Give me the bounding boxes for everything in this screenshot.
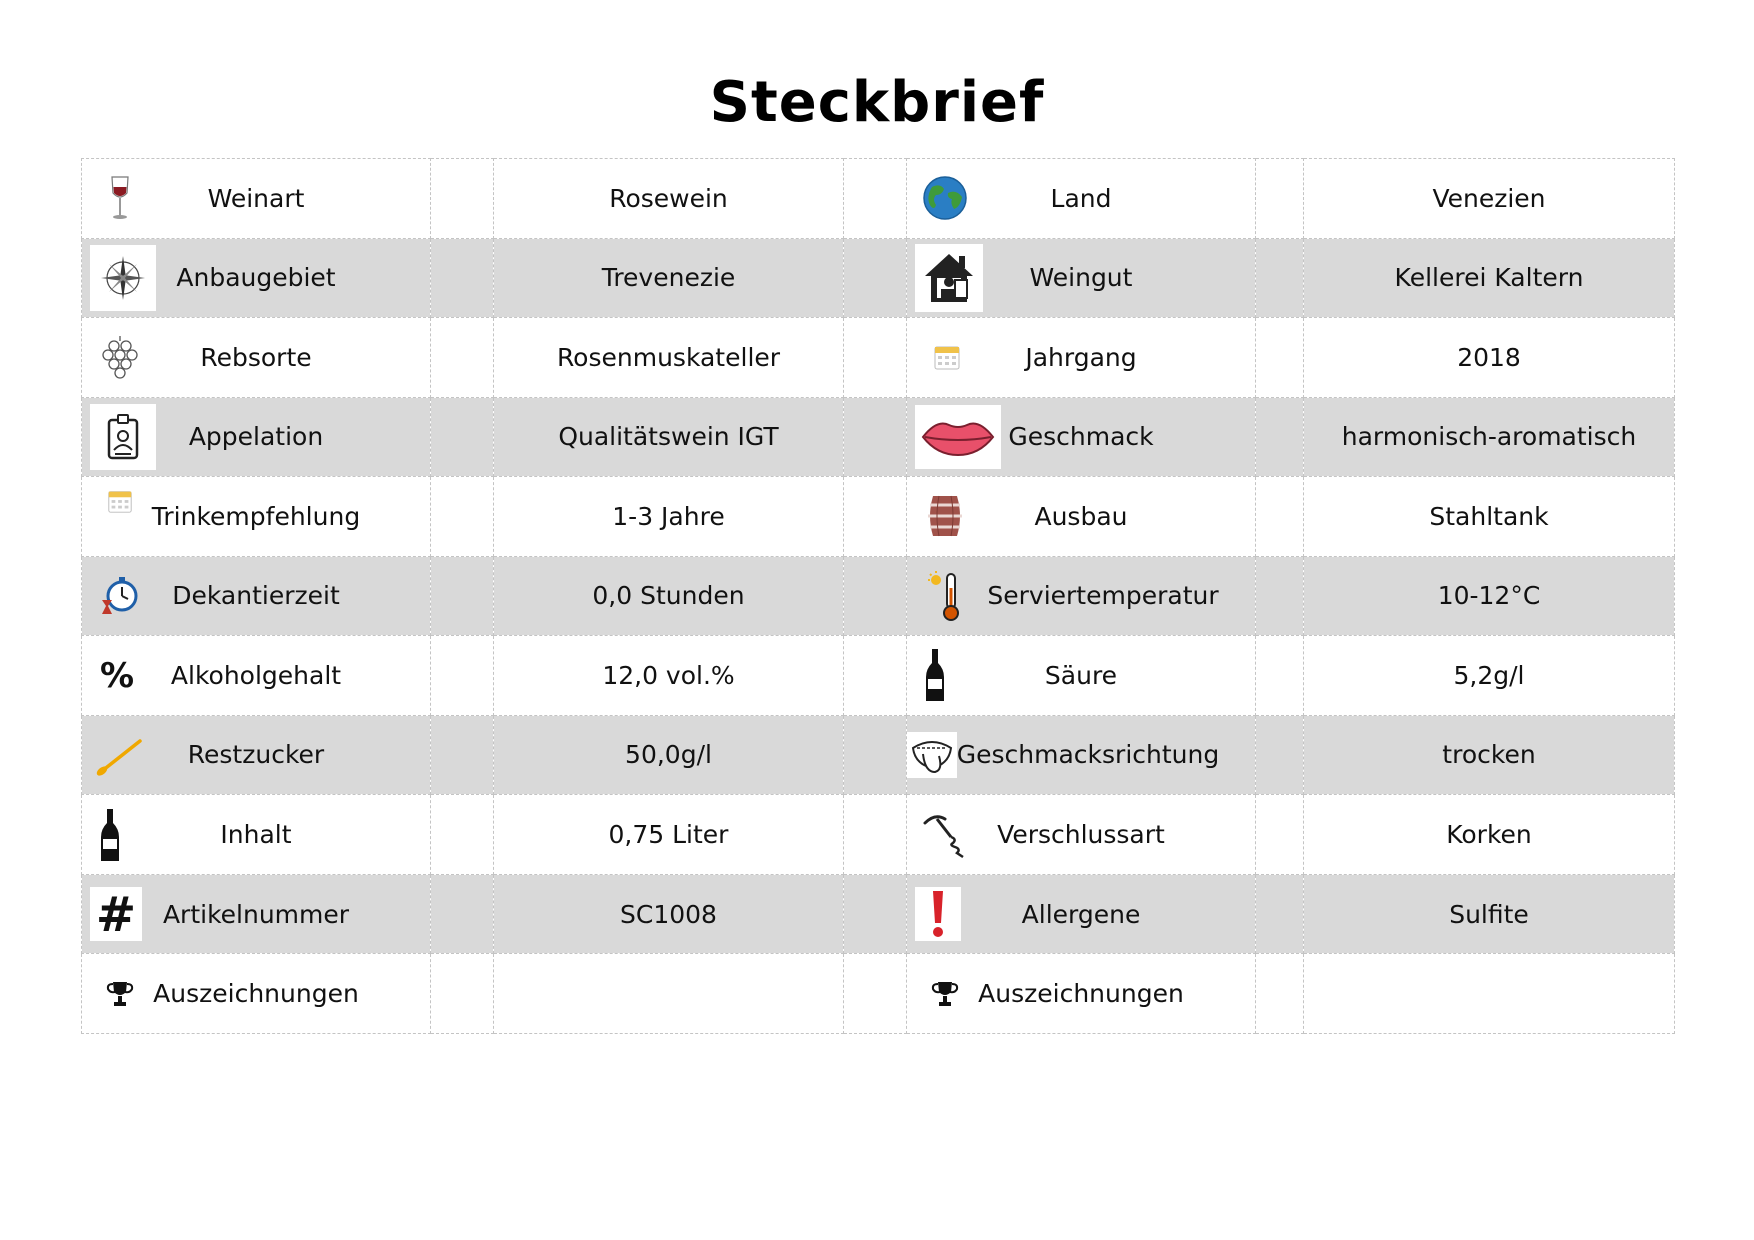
table-row bbox=[82, 795, 1675, 875]
value-cell: 1-3 Jahre bbox=[494, 477, 844, 557]
svg-text:#: # bbox=[95, 891, 137, 938]
table-row bbox=[82, 397, 1675, 477]
value-cell: Sulfite bbox=[1304, 874, 1675, 954]
label-cell: Restzucker bbox=[82, 715, 431, 795]
value-cell: 0,0 Stunden bbox=[494, 556, 844, 636]
bottle-icon bbox=[915, 645, 955, 705]
spec-table bbox=[81, 158, 1675, 1034]
lips-icon bbox=[915, 405, 1001, 469]
table-row bbox=[82, 477, 1675, 557]
value-cell: Rosewein bbox=[494, 159, 844, 239]
table-row bbox=[82, 715, 1675, 795]
svg-text:%: % bbox=[99, 656, 135, 696]
table-row bbox=[82, 556, 1675, 636]
label-cell: Serviertemperatur bbox=[907, 556, 1256, 636]
label-cell: Säure bbox=[907, 636, 1256, 716]
label-cell: Land bbox=[907, 159, 1256, 239]
globe-icon bbox=[915, 168, 975, 228]
label-cell: Ausbau bbox=[907, 477, 1256, 557]
table-row bbox=[82, 159, 1675, 239]
tongue-icon bbox=[907, 732, 957, 778]
value-cell: 50,0g/l bbox=[494, 715, 844, 795]
value-cell: SC1008 bbox=[494, 874, 844, 954]
value-cell bbox=[494, 954, 844, 1034]
thermometer-icon bbox=[915, 566, 975, 626]
label-cell: Allergene bbox=[907, 874, 1256, 954]
table-row bbox=[82, 954, 1675, 1034]
value-cell: trocken bbox=[1304, 715, 1675, 795]
value-cell: 0,75 Liter bbox=[494, 795, 844, 875]
calendar-icon bbox=[917, 327, 977, 387]
label-cell: # Artikelnummer bbox=[82, 874, 431, 954]
label-cell: Rebsorte bbox=[82, 318, 431, 398]
label-cell: Auszeichnungen bbox=[82, 954, 431, 1034]
spoon-icon bbox=[90, 725, 150, 785]
label-cell: Dekantierzeit bbox=[82, 556, 431, 636]
table-row bbox=[82, 874, 1675, 954]
percent-icon bbox=[90, 648, 144, 702]
value-cell: Kellerei Kaltern bbox=[1304, 238, 1675, 318]
label-cell: Auszeichnungen bbox=[907, 954, 1256, 1034]
label-cell: Weingut bbox=[907, 238, 1256, 318]
value-cell: 2018 bbox=[1304, 318, 1675, 398]
house-icon bbox=[915, 244, 983, 312]
exclamation-icon bbox=[915, 887, 961, 941]
label-cell: Inhalt bbox=[82, 795, 431, 875]
bottle-icon bbox=[90, 804, 130, 866]
barrel-icon bbox=[915, 486, 975, 546]
page-title: Steckbrief bbox=[709, 70, 1045, 135]
calendar-icon bbox=[90, 471, 150, 531]
table-row bbox=[82, 636, 1675, 716]
wine-glass-icon bbox=[90, 168, 150, 228]
label-cell: Geschmack bbox=[907, 397, 1256, 477]
id-badge-icon bbox=[90, 404, 156, 470]
wine-spec-sheet bbox=[81, 158, 1674, 1034]
label-cell: Weinart bbox=[82, 159, 431, 239]
table-row bbox=[82, 238, 1675, 318]
value-cell: harmonisch-aromatisch bbox=[1304, 397, 1675, 477]
label-cell: Trinkempfehlung bbox=[82, 477, 431, 557]
trophy-icon bbox=[915, 964, 975, 1024]
value-cell: 5,2g/l bbox=[1304, 636, 1675, 716]
label-cell: Appelation bbox=[82, 397, 431, 477]
table-row bbox=[82, 318, 1675, 398]
label-cell: Verschlussart bbox=[907, 795, 1256, 875]
value-cell: Korken bbox=[1304, 795, 1675, 875]
label-cell: Geschmacksrichtung bbox=[907, 715, 1256, 795]
value-cell: Qualitätswein IGT bbox=[494, 397, 844, 477]
corkscrew-icon bbox=[915, 805, 975, 865]
grapes-icon bbox=[90, 327, 150, 387]
value-cell bbox=[1304, 954, 1675, 1034]
hashtag-icon bbox=[90, 887, 142, 941]
value-cell: Rosenmuskateller bbox=[494, 318, 844, 398]
trophy-icon bbox=[90, 964, 150, 1024]
value-cell: 12,0 vol.% bbox=[494, 636, 844, 716]
value-cell: Stahltank bbox=[1304, 477, 1675, 557]
timer-icon bbox=[90, 566, 150, 626]
label-cell: Anbaugebiet bbox=[82, 238, 431, 318]
value-cell: Venezien bbox=[1304, 159, 1675, 239]
label-cell: % Alkoholgehalt bbox=[82, 636, 431, 716]
label-cell: Jahrgang bbox=[907, 318, 1256, 398]
value-cell: Trevenezie bbox=[494, 238, 844, 318]
value-cell: 10-12°C bbox=[1304, 556, 1675, 636]
compass-icon bbox=[90, 245, 156, 311]
